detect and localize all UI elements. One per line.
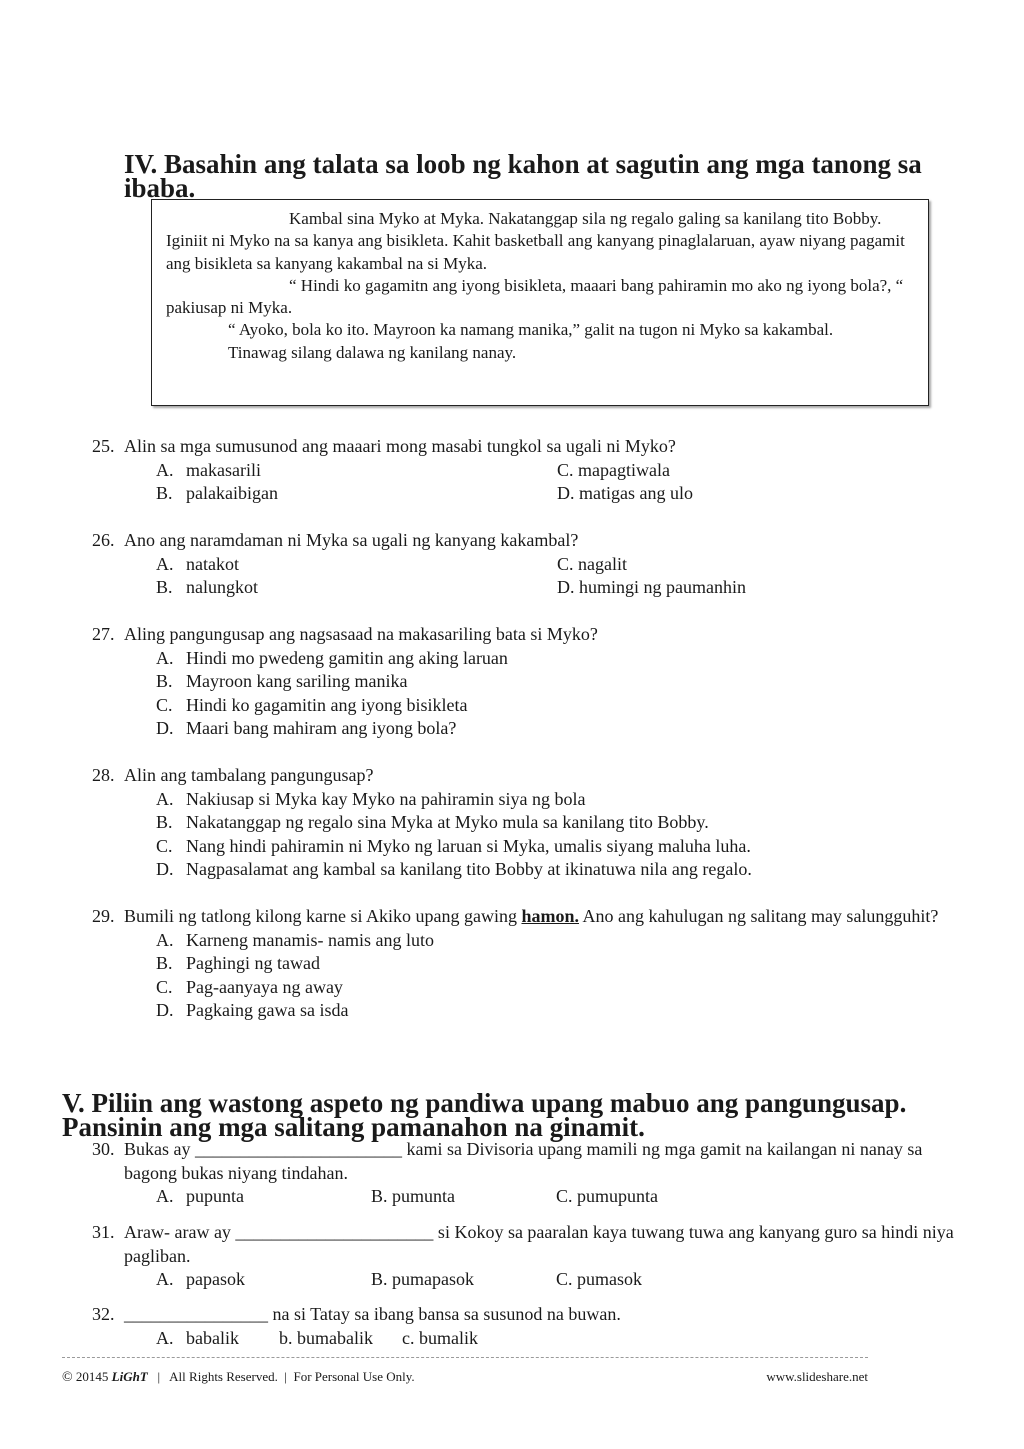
option-b: B. nalungkot — [156, 577, 258, 597]
option-b: B. Mayroon kang sariling manika — [156, 671, 408, 691]
option-b: B. palakaibigan — [156, 483, 278, 503]
option-a: A. Karneng manamis- namis ang luto — [156, 929, 434, 950]
question-number: 26. — [92, 530, 115, 550]
option-c: C. mapagtiwala — [557, 459, 670, 480]
question-text: Ano ang naramdaman ni Myka sa ugali ng kanyang kakambal? — [124, 530, 579, 550]
section-v-heading: V. Piliin ang wastong aspeto ng pandiwa upang mabuo ang pangungusap. Pansinin ang mga salitang pamanahon na ginamit. — [62, 1088, 907, 1142]
question-29 — [92, 905, 972, 1023]
question-28 — [92, 764, 972, 882]
question-text: Bukas ay _______________________ kami sa Divisoria upang mamili ng mga gamit na kailangan ni nanay sa bagong bukas niyang tindahan. — [124, 1139, 923, 1183]
option-b: b. bumabalik — [279, 1327, 373, 1348]
question-number: 32. — [92, 1304, 115, 1324]
question-26 — [92, 529, 972, 600]
option-d: D. Nagpasalamat ang kambal sa kanilang tito Bobby at ikinatuwa nila ang regalo. — [156, 859, 752, 879]
option-c: C. pumasok — [556, 1269, 643, 1289]
option-a: A. Hindi mo pwedeng gamitin ang aking laruan — [156, 647, 508, 668]
question-text: Bumili ng tatlong kilong karne si Akiko upang gawing hamon. Ano ang kahulugan ng salitang may salungguhit? — [124, 906, 939, 926]
question-text: Araw- araw ay ______________________ si Kokoy sa paaralan kaya tuwang tuwa ang kanyang guro sa hindi niya pagliban. — [124, 1222, 954, 1266]
option-d: D. Maari bang mahiram ang iyong bola? — [156, 718, 457, 738]
option-c: C. Nang hindi pahiramin ni Myko ng laruan si Myka, umalis siyang maluha luha. — [156, 835, 751, 856]
option-b: B. pumapasok — [371, 1269, 474, 1289]
footer-year: 20145 — [75, 1369, 109, 1384]
question-31 — [92, 1221, 972, 1292]
copyright-icon: © — [62, 1370, 73, 1385]
question-number: 31. — [92, 1222, 115, 1242]
footer-personal-use: For Personal Use Only. — [293, 1369, 415, 1384]
option-c: C. nagalit — [557, 553, 627, 574]
footer-left — [62, 1369, 415, 1386]
option-a: A. makasarili — [156, 459, 261, 480]
footer-rights: All Rights Reserved. — [169, 1369, 278, 1384]
option-b: B. Paghingi ng tawad — [156, 953, 320, 973]
question-number: 29. — [92, 906, 115, 926]
option-b: B. Nakatanggap ng regalo sina Myka at Myko mula sa kanilang tito Bobby. — [156, 812, 709, 832]
footer-website: www.slideshare.net — [766, 1369, 868, 1384]
option-d: D. Pagkaing gawa sa isda — [156, 1000, 349, 1020]
footer-separator: | — [284, 1369, 287, 1384]
option-a: A. babalik — [156, 1327, 239, 1348]
option-c: c. bumalik — [402, 1327, 478, 1348]
question-25 — [92, 435, 972, 506]
passage-paragraph-4: Tinawag silang dalawa ng kanilang nanay. — [228, 342, 517, 362]
underlined-word: hamon. — [521, 906, 579, 926]
option-d: D. humingi ng paumanhin — [557, 577, 746, 597]
question-text: Aling pangungusap ang nagsasaad na makasariling bata si Myko? — [124, 624, 598, 644]
option-a: A. pupunta — [156, 1186, 244, 1206]
reading-passage-box — [151, 199, 929, 406]
section-iv-heading: IV. Basahin ang talata sa loob ng kahon at sagutin ang mga tanong sa ibaba. — [124, 149, 922, 203]
question-number: 28. — [92, 765, 115, 785]
passage-paragraph-3: “ Ayoko, bola ko ito. Mayroon ka namang manika,” galit na tugon ni Myko sa kakambal. — [228, 320, 834, 340]
option-a: A. papasok — [156, 1269, 245, 1289]
option-c: C. Hindi ko gagamitin ang iyong bisikleta — [156, 694, 468, 715]
question-text: Alin sa mga sumusunod ang maaari mong masabi tungkol sa ugali ni Myko? — [124, 436, 676, 456]
passage-paragraph-1: Kambal sina Myko at Myka. Nakatanggap sila ng regalo galing sa kanilang tito Bobby. Iginiit ni Myko na sa kanya ang bisikleta. Kahit basketball ang kanyang pinaglalaruan, ayaw niyang pagamit ang bisikleta sa kanyang kakambal na si Myka. — [166, 209, 905, 273]
question-32 — [92, 1303, 972, 1350]
option-c: C. Pag-aanyaya ng away — [156, 976, 343, 997]
footer-brand: LiGhT — [111, 1369, 148, 1384]
option-c: C. pumupunta — [556, 1186, 658, 1206]
page-footer — [62, 1369, 868, 1386]
option-a: A. natakot — [156, 553, 239, 574]
option-d: D. matigas ang ulo — [557, 483, 693, 503]
passage-paragraph-2: “ Hindi ko gagamitn ang iyong bisikleta, maaari bang pahiramin mo ako ng iyong bola?, “ pakiusap ni Myka. — [166, 275, 904, 318]
footer-separator: | — [157, 1369, 161, 1384]
option-a: A. Nakiusap si Myka kay Myko na pahiramin siya ng bola — [156, 788, 586, 809]
question-number: 30. — [92, 1139, 115, 1159]
question-text: Alin ang tambalang pangungusap? — [124, 765, 374, 785]
option-b: B. pumunta — [371, 1186, 455, 1206]
question-number: 25. — [92, 436, 115, 456]
question-30 — [92, 1138, 972, 1209]
question-27 — [92, 623, 972, 741]
question-text: ________________ na si Tatay sa ibang bansa sa susunod na buwan. — [124, 1304, 621, 1324]
footer-divider — [62, 1357, 868, 1358]
question-number: 27. — [92, 624, 115, 644]
